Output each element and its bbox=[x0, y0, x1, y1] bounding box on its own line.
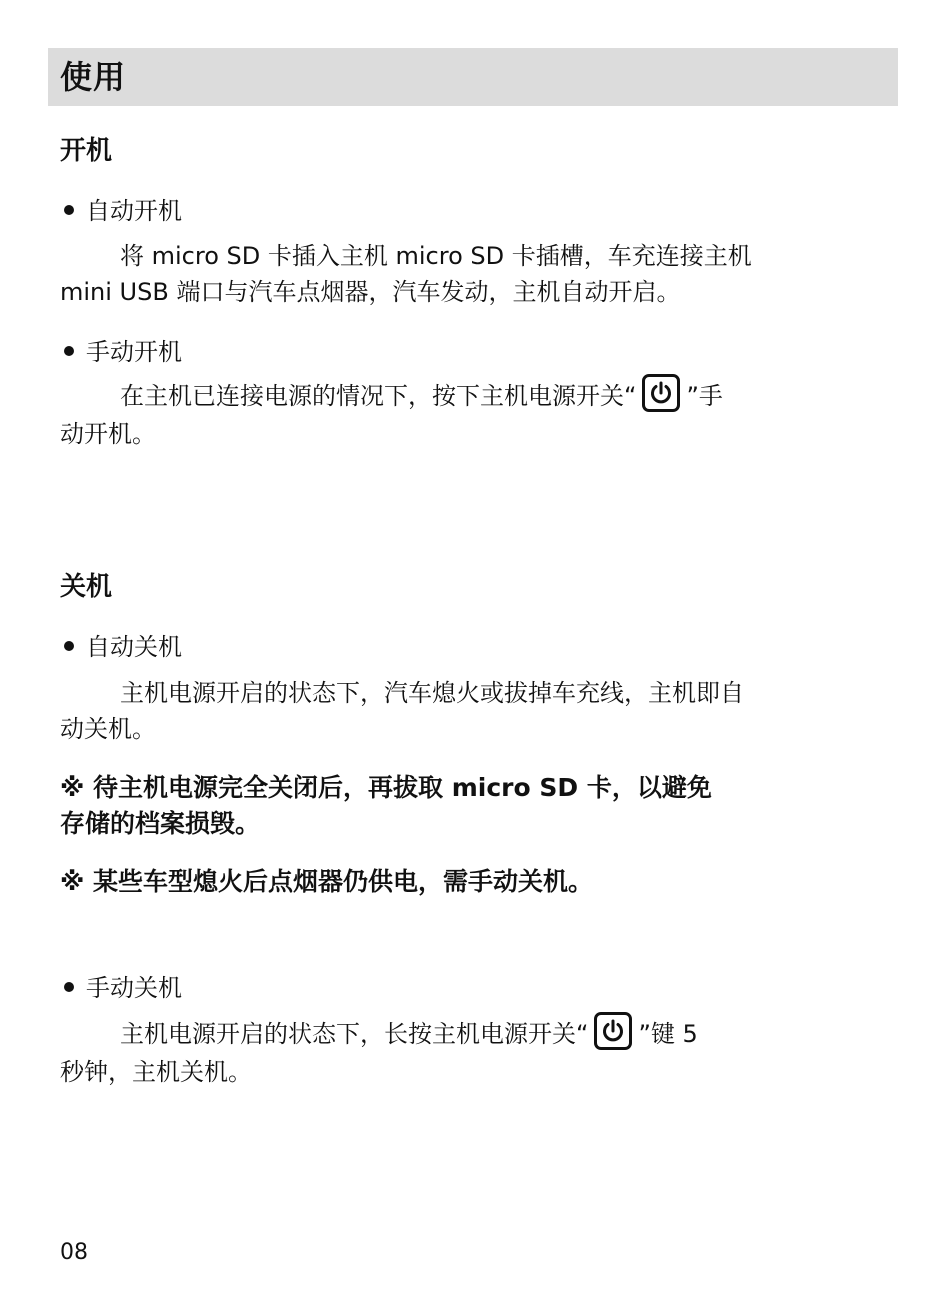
section-title-power-off: 关机 bbox=[60, 572, 113, 602]
bullet-manual-power-on bbox=[60, 336, 182, 368]
note-line: 存储的档案损毁。 bbox=[60, 809, 261, 838]
paragraph-line: 动关机。 bbox=[60, 715, 156, 743]
power-icon bbox=[594, 1012, 632, 1050]
paragraph-line: 主机电源开启的状态下，汽车熄火或拔掉车充线，主机即自 bbox=[120, 679, 744, 707]
bullet-manual-power-off bbox=[60, 972, 182, 1004]
note-line: ※ 某些车型熄火后点烟器仍供电，需手动关机。 bbox=[60, 867, 594, 896]
paragraph-line: 将 micro SD 卡插入主机 micro SD 卡插槽，车充连接主机 bbox=[120, 242, 752, 270]
bullet-dot-icon bbox=[64, 641, 74, 651]
bullet-label: 手动开机 bbox=[86, 338, 182, 366]
paragraph-text: 在主机已连接电源的情况下，按下主机电源开关“ bbox=[120, 382, 637, 410]
paragraph-text: ”键 5 bbox=[638, 1020, 698, 1048]
bullet-dot-icon bbox=[64, 205, 74, 215]
paragraph-line: mini USB 端口与汽车点烟器，汽车发动，主机自动开启。 bbox=[60, 278, 681, 306]
page-title: 使用 bbox=[60, 58, 127, 96]
paragraph-text: 主机电源开启的状态下，长按主机电源开关“ bbox=[120, 1020, 589, 1048]
header-bar bbox=[48, 48, 898, 106]
bullet-label: 手动关机 bbox=[86, 974, 182, 1002]
paragraph-auto-power-on bbox=[60, 238, 890, 310]
bullet-auto-power-on bbox=[60, 195, 182, 227]
bullet-auto-power-off bbox=[60, 631, 182, 663]
note-line: ※ 待主机电源完全关闭后，再拔取 micro SD 卡，以避免 bbox=[60, 773, 712, 802]
paragraph-text: ”手 bbox=[686, 382, 723, 410]
bullet-label: 自动开机 bbox=[86, 197, 182, 225]
power-icon bbox=[642, 374, 680, 412]
bullet-label: 自动关机 bbox=[86, 633, 182, 661]
paragraph-auto-power-off bbox=[60, 675, 890, 747]
page-number: 08 bbox=[60, 1240, 88, 1265]
note-manual-off-required bbox=[60, 864, 890, 900]
paragraph-line: 动开机。 bbox=[60, 420, 156, 448]
bullet-dot-icon bbox=[64, 982, 74, 992]
note-remove-card bbox=[60, 770, 890, 842]
bullet-dot-icon bbox=[64, 346, 74, 356]
paragraph-line: 秒钟，主机关机。 bbox=[60, 1058, 252, 1086]
section-title-power-on: 开机 bbox=[60, 136, 113, 166]
paragraph-manual-power-off bbox=[60, 1016, 890, 1090]
paragraph-manual-power-on bbox=[60, 378, 890, 452]
